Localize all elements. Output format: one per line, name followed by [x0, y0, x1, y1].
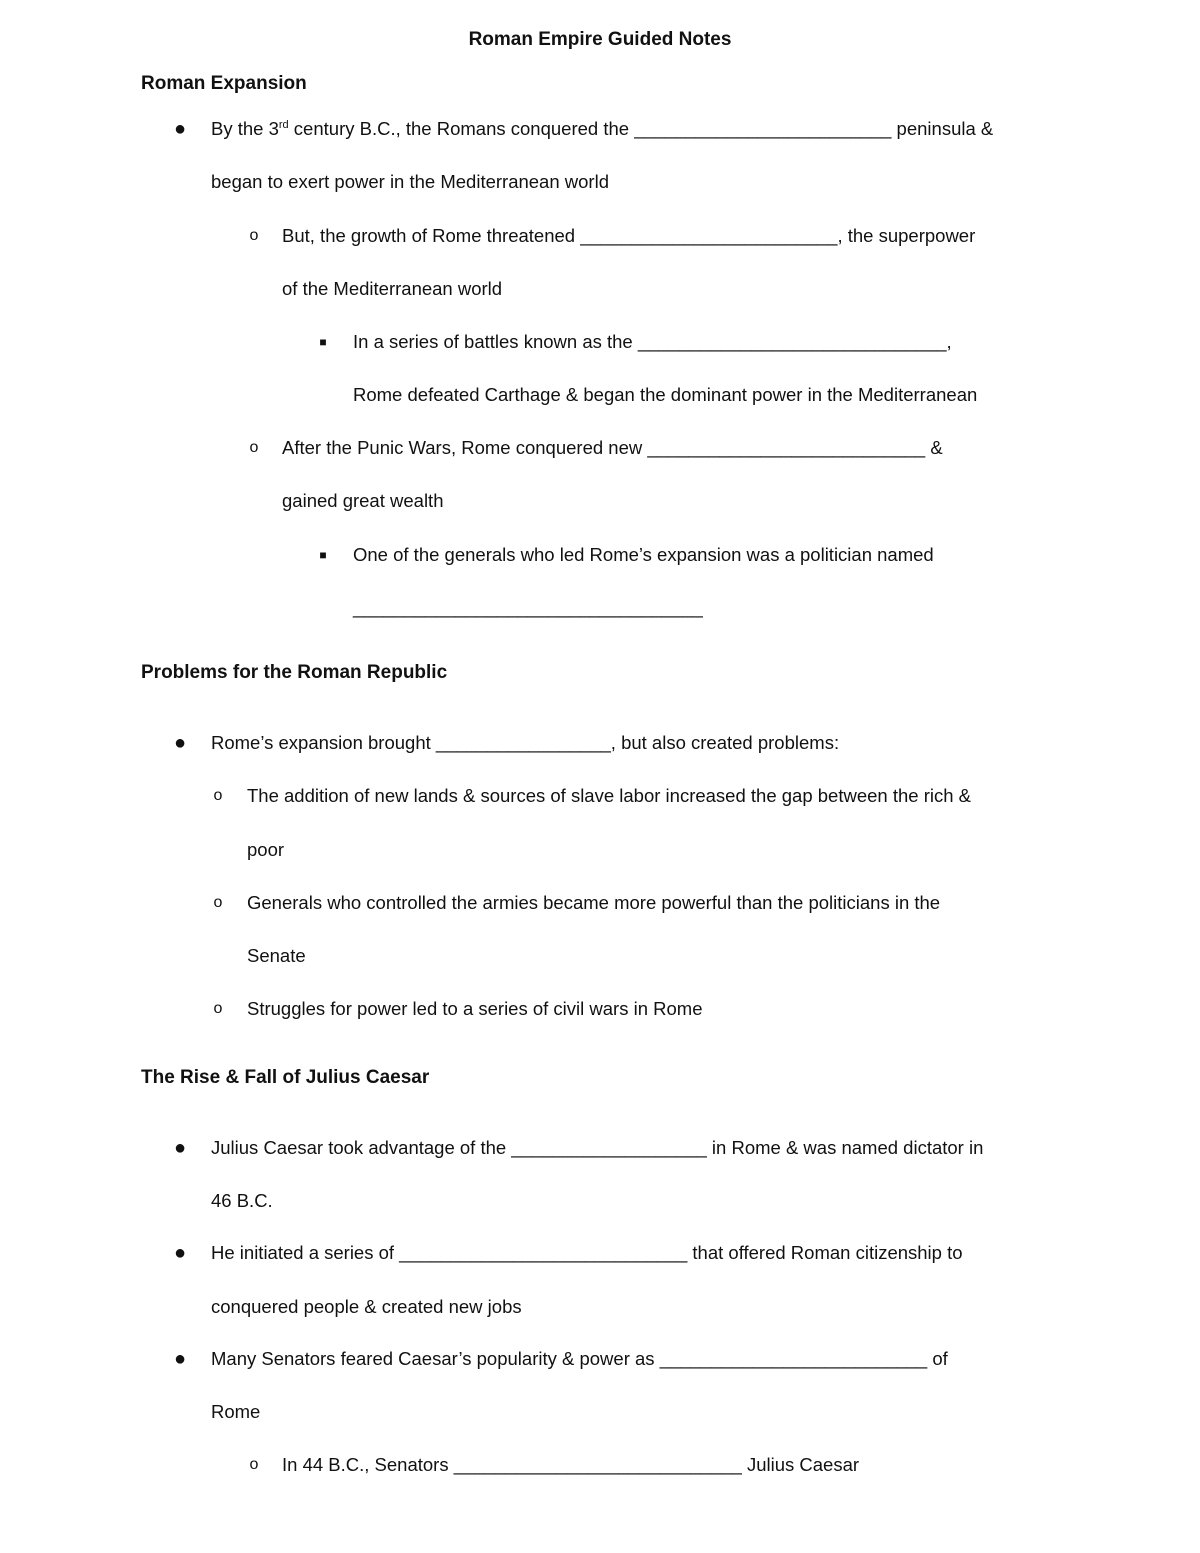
expansion-bullet-1-line-1: By the 3rd century B.C., the Romans conquered the _________________________ peninsula &: [211, 118, 994, 139]
bullet-circle-icon: o: [213, 894, 223, 911]
problems-sub-1-line-1: The addition of new lands & sources of slave labor increased the gap between the rich &: [247, 785, 971, 806]
bullet-circle-icon: o: [249, 227, 259, 244]
bullet-circle-icon: o: [249, 439, 259, 456]
expansion-subsub-2-line-1: One of the generals who led Rome’s expansion was a politician named: [353, 544, 934, 565]
bullet-circle-icon: o: [213, 787, 223, 804]
bullet-square-icon: ■: [319, 335, 327, 349]
problems-sub-1-line-2: poor: [247, 839, 285, 860]
caesar-bullet-1-line-2: 46 B.C.: [211, 1190, 273, 1211]
bullet-circle-icon: o: [249, 1456, 259, 1473]
caesar-bullet-3-line-2: Rome: [211, 1401, 261, 1422]
expansion-subsub-1-line-2: Rome defeated Carthage & began the dominant power in the Mediterranean: [353, 384, 978, 405]
heading-roman-expansion: Roman Expansion: [141, 73, 307, 94]
expansion-bullet-1-line-2: began to exert power in the Mediterranean world: [211, 171, 609, 192]
page-title: Roman Empire Guided Notes: [468, 29, 732, 50]
problems-bullet-1: Rome’s expansion brought _________________, but also created problems:: [211, 732, 840, 753]
caesar-bullet-1-line-1: Julius Caesar took advantage of the ___________________ in Rome & was named dictator in: [211, 1137, 984, 1158]
bullet-circle-icon: o: [213, 1000, 223, 1017]
expansion-subsub-2-line-2: __________________________________: [353, 597, 703, 618]
caesar-bullet-3-line-1: Many Senators feared Caesar’s popularity & power as __________________________ of: [211, 1348, 948, 1369]
expansion-subsub-1-line-1: In a series of battles known as the ______________________________,: [353, 331, 952, 352]
bullet-disc-icon: ●: [174, 118, 187, 140]
bullet-disc-icon: ●: [174, 1137, 187, 1159]
problems-sub-3: Struggles for power led to a series of civil wars in Rome: [247, 998, 703, 1019]
expansion-sub-2-line-2: gained great wealth: [282, 490, 444, 511]
bullet-disc-icon: ●: [174, 1348, 187, 1370]
heading-rise-fall-julius-caesar: The Rise & Fall of Julius Caesar: [141, 1067, 430, 1088]
ordinal-superscript: rd: [278, 119, 289, 131]
caesar-sub-1: In 44 B.C., Senators ____________________________ Julius Caesar: [282, 1454, 860, 1475]
bullet-disc-icon: ●: [174, 732, 187, 754]
problems-sub-2-line-2: Senate: [247, 945, 306, 966]
caesar-bullet-2-line-2: conquered people & created new jobs: [211, 1296, 522, 1317]
expansion-sub-1-line-1: But, the growth of Rome threatened _________________________, the superpower: [282, 225, 976, 246]
problems-sub-2-line-1: Generals who controlled the armies became more powerful than the politicians in the: [247, 892, 941, 913]
bullet-disc-icon: ●: [174, 1242, 187, 1264]
caesar-bullet-2-line-1: He initiated a series of ____________________________ that offered Roman citizenship to: [211, 1242, 963, 1263]
bullet-square-icon: ■: [319, 548, 327, 562]
heading-problems-roman-republic: Problems for the Roman Republic: [141, 662, 448, 683]
expansion-sub-1-line-2: of the Mediterranean world: [282, 278, 503, 299]
expansion-sub-2-line-1: After the Punic Wars, Rome conquered new ___________________________ &: [282, 437, 943, 458]
